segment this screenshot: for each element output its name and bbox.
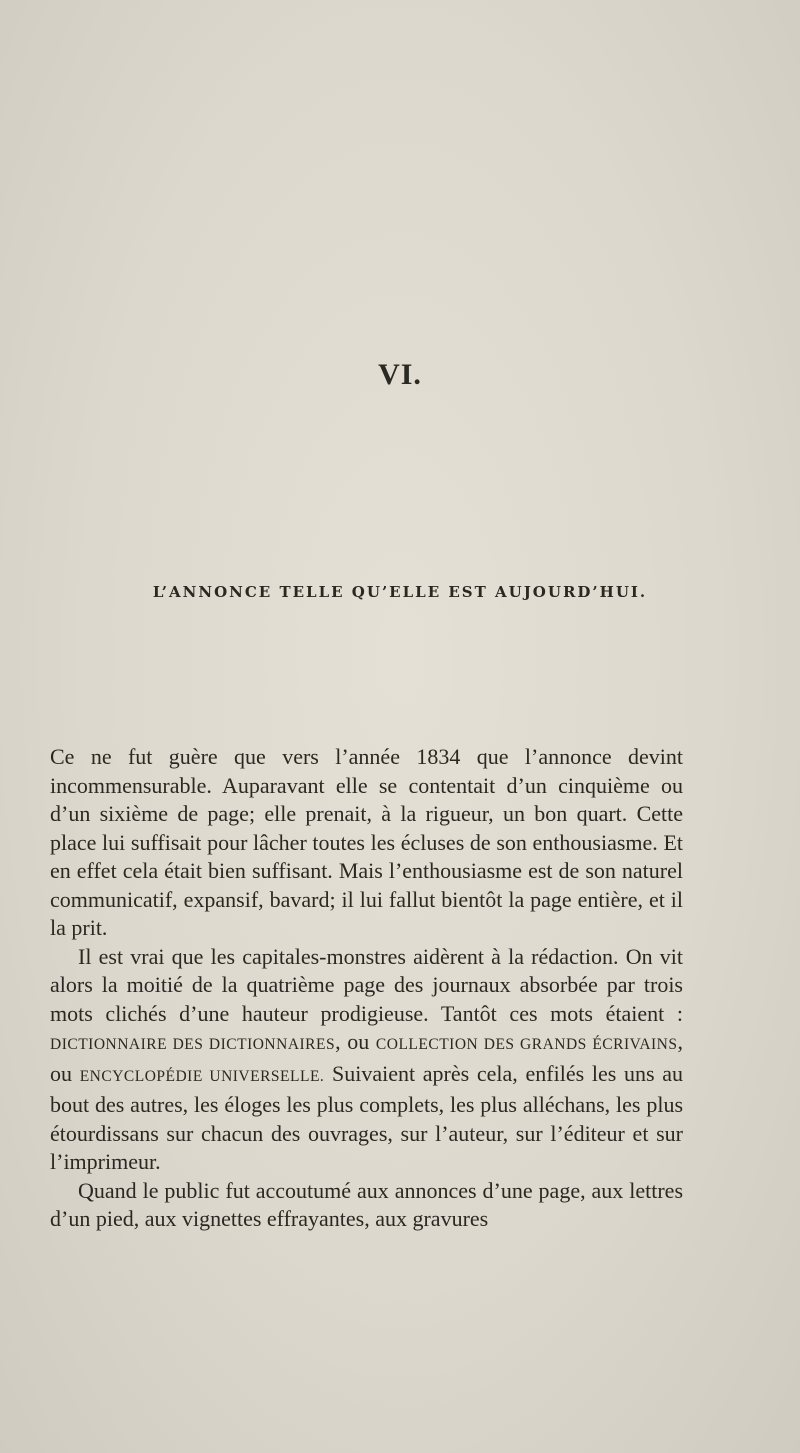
paragraph-2-join-1: , ou (335, 1029, 376, 1054)
paragraph-1: Ce ne fut guère que vers l’année 1834 que l’annonce devint incommensurable. Auparavant elle se contentait d’un cinquième ou d’un sixième de page; elle prenait, à la rigueur, un bon quart. Cette place lui suffisait pour lâcher toutes les écluses de son enthousiasme. Et en effet cela était bien suffisant. Mais l’enthousiasme est de son naturel communicatif, expansif, bavard; il lui fallut bientôt la page entière, et il la prit. (50, 744, 683, 940)
small-caps-title-3: ENCYCLOPÉDIE UNIVERSELLE. (79, 1067, 325, 1085)
paragraph-2-join-2: , ou (50, 1029, 683, 1086)
chapter-title: L’ANNONCE TELLE QU’ELLE EST AUJOURD’HUI. (152, 583, 648, 601)
paragraph-2-text-b: Suivaient après cela, enfilés les uns au bout des autres, les éloges les plus complets, les plus alléchans, les plus étourdissans sur chacun des ouvrages, sur l’auteur, sur l’éditeur et sur l’imprimeur. (50, 1060, 683, 1174)
chapter-number: VI. (378, 358, 422, 391)
small-caps-title-2: COLLECTION DES GRANDS ÉCRIVAINS (375, 1036, 678, 1053)
small-caps-title-1: DICTIONNAIRE DES DICTIONNAIRES (50, 1036, 336, 1053)
paragraph-3: Quand le public fut accoutumé aux annonces d’une page, aux lettres d’un pied, aux vignettes effrayantes, aux gravures (50, 1177, 683, 1231)
paragraph-2-text-a: Il est vrai que les capitales-monstres aidèrent à la rédaction. On vit alors la moitié de la quatrième page des journaux absorbée par trois mots clichés d’une hauteur prodigieuse. Tantôt ces mots étaient : (50, 943, 683, 1026)
paragraph-2 (50, 943, 683, 1177)
body-text (50, 743, 683, 1234)
